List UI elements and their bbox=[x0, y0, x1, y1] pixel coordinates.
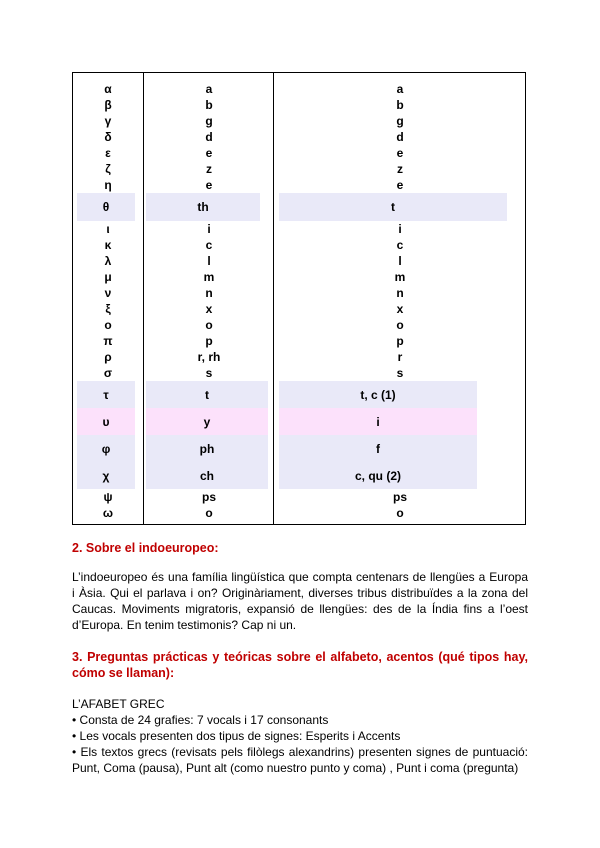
catalan-transcription: c bbox=[396, 238, 404, 252]
bullet-item-continuation: Punt, Coma (pausa), Punt alt (como nuestro punto y coma) , Punt i coma (pregunta) bbox=[72, 761, 519, 775]
catalan-transcription: n bbox=[396, 286, 404, 300]
alphabet-row bbox=[73, 489, 525, 505]
heading-line: cómo se llaman): bbox=[72, 666, 175, 680]
latin-transcription: e bbox=[205, 146, 213, 160]
paragraph-line: L’indoeuropeo és una família lingüística que compta centenars de llengües a Europa bbox=[72, 570, 528, 584]
catalan-transcription: d bbox=[396, 130, 404, 144]
catalan-transcription: i bbox=[279, 408, 477, 435]
latin-transcription: y bbox=[146, 408, 268, 435]
catalan-transcription: a bbox=[396, 82, 404, 96]
latin-transcription: x bbox=[205, 302, 213, 316]
alphabet-row bbox=[73, 365, 525, 381]
alphabet-row bbox=[73, 81, 525, 97]
latin-transcription: i bbox=[207, 222, 211, 236]
latin-transcription: p bbox=[205, 334, 213, 348]
catalan-transcription: t, c (1) bbox=[279, 381, 477, 408]
alphabet-row bbox=[73, 129, 525, 145]
greek-letter: κ bbox=[104, 238, 112, 252]
greek-letter: β bbox=[104, 98, 112, 112]
greek-letter: ν bbox=[104, 286, 112, 300]
latin-transcription: d bbox=[205, 130, 213, 144]
latin-transcription: e bbox=[205, 178, 213, 192]
section-3-body bbox=[72, 696, 528, 776]
latin-transcription: n bbox=[205, 286, 213, 300]
latin-transcription: o bbox=[205, 318, 213, 332]
greek-letter: γ bbox=[104, 114, 112, 128]
alphabet-row bbox=[73, 349, 525, 365]
alphabet-row bbox=[73, 408, 525, 435]
catalan-transcription: f bbox=[279, 435, 477, 462]
alphabet-row bbox=[73, 333, 525, 349]
alphabet-row bbox=[73, 113, 525, 129]
catalan-transcription: p bbox=[396, 334, 404, 348]
alphabet-row bbox=[73, 221, 525, 237]
greek-letter: ι bbox=[106, 222, 110, 236]
latin-transcription: ps bbox=[201, 490, 216, 504]
section-title: L’AFABET GREC bbox=[72, 697, 165, 711]
catalan-transcription: l bbox=[398, 254, 402, 268]
greek-letter: ξ bbox=[105, 302, 111, 316]
catalan-transcription: e bbox=[396, 178, 404, 192]
alphabet-row bbox=[73, 161, 525, 177]
alphabet-row bbox=[73, 97, 525, 113]
latin-transcription: ch bbox=[146, 462, 268, 489]
alphabet-table bbox=[72, 72, 526, 525]
latin-transcription: r, rh bbox=[197, 350, 221, 364]
alphabet-row bbox=[73, 301, 525, 317]
section-3-heading bbox=[72, 649, 528, 681]
latin-transcription: t bbox=[146, 381, 268, 408]
latin-transcription: b bbox=[205, 98, 213, 112]
catalan-transcription: ps bbox=[392, 490, 407, 504]
greek-letter: ω bbox=[102, 506, 114, 520]
alphabet-row bbox=[73, 381, 525, 408]
greek-letter: τ bbox=[77, 381, 135, 408]
alphabet-row bbox=[73, 177, 525, 193]
alphabet-row bbox=[73, 317, 525, 333]
greek-letter: ψ bbox=[103, 490, 113, 504]
catalan-transcription: b bbox=[396, 98, 404, 112]
greek-letter: σ bbox=[103, 366, 113, 380]
alphabet-row bbox=[73, 193, 525, 221]
latin-transcription: ph bbox=[146, 435, 268, 462]
greek-letter: χ bbox=[77, 462, 135, 489]
greek-letter: ο bbox=[104, 318, 112, 332]
bullet-item: • Consta de 24 grafies: 7 vocals i 17 consonants bbox=[72, 713, 329, 727]
latin-transcription: l bbox=[207, 254, 211, 268]
greek-letter: μ bbox=[104, 270, 112, 284]
catalan-transcription: r bbox=[397, 350, 403, 364]
catalan-transcription: o bbox=[396, 318, 404, 332]
catalan-transcription: g bbox=[396, 114, 404, 128]
latin-transcription: g bbox=[205, 114, 213, 128]
latin-transcription: s bbox=[205, 366, 213, 380]
bullet-item: • Les vocals presenten dos tipus de signes: Esperits i Accents bbox=[72, 729, 401, 743]
catalan-transcription: o bbox=[396, 506, 404, 520]
greek-letter: π bbox=[103, 334, 113, 348]
paragraph-line: i Àsia. Qui el parlava i on? Originàriament, diverses tribus distribuïdes a la zona del bbox=[72, 586, 528, 600]
greek-letter: υ bbox=[77, 408, 135, 435]
latin-transcription: o bbox=[205, 506, 213, 520]
catalan-transcription: x bbox=[396, 302, 404, 316]
alphabet-row bbox=[73, 285, 525, 301]
alphabet-row bbox=[73, 145, 525, 161]
alphabet-row bbox=[73, 505, 525, 521]
greek-letter: ε bbox=[105, 146, 111, 160]
catalan-transcription: m bbox=[394, 270, 406, 284]
section-2-heading: 2. Sobre el indoeuropeo: bbox=[72, 541, 219, 555]
bullet-item: • Els textos grecs (revisats pels filòlegs alexandrins) presenten signes de puntuació: bbox=[72, 745, 528, 759]
alphabet-row bbox=[73, 253, 525, 269]
greek-letter: φ bbox=[77, 435, 135, 462]
alphabet-row bbox=[73, 462, 525, 489]
greek-letter: α bbox=[104, 82, 112, 96]
greek-letter: ρ bbox=[104, 350, 112, 364]
greek-letter: ζ bbox=[105, 162, 111, 176]
alphabet-row bbox=[73, 269, 525, 285]
paragraph-line: Caucas. Moviments migratoris, expansió de llengües: des de la Índia fins a l’oest bbox=[72, 602, 528, 616]
latin-transcription: th bbox=[146, 193, 260, 221]
greek-letter: δ bbox=[104, 130, 112, 144]
catalan-transcription: i bbox=[398, 222, 402, 236]
catalan-transcription: e bbox=[396, 146, 404, 160]
catalan-transcription: s bbox=[396, 366, 404, 380]
heading-line: 3. Preguntas prácticas y teóricas sobre el alfabeto, acentos (qué tipos hay, bbox=[72, 650, 528, 664]
alphabet-row bbox=[73, 435, 525, 462]
latin-transcription: c bbox=[205, 238, 213, 252]
greek-letter: η bbox=[104, 178, 112, 192]
paragraph-line: d’Europa. En tenim testimonis? Cap ni un. bbox=[72, 618, 297, 632]
catalan-transcription: t bbox=[279, 193, 507, 221]
alphabet-row bbox=[73, 237, 525, 253]
greek-letter: θ bbox=[77, 193, 135, 221]
catalan-transcription: z bbox=[397, 162, 403, 176]
latin-transcription: a bbox=[205, 82, 213, 96]
section-2-paragraph bbox=[72, 569, 528, 633]
latin-transcription: m bbox=[203, 270, 215, 284]
latin-transcription: z bbox=[206, 162, 212, 176]
greek-letter: λ bbox=[104, 254, 112, 268]
catalan-transcription: c, qu (2) bbox=[279, 462, 477, 489]
